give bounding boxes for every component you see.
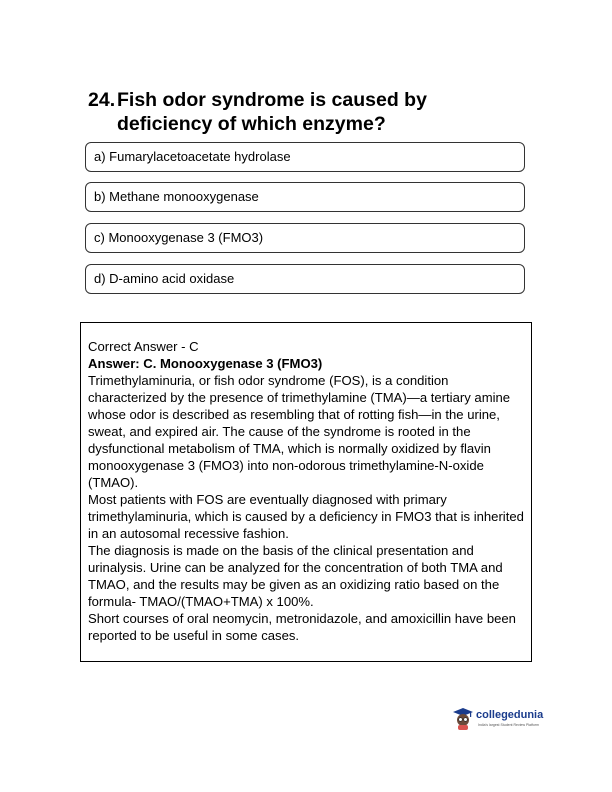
question-number: 24.	[88, 89, 116, 111]
collegedunia-logo[interactable]	[452, 707, 542, 733]
option-d[interactable]: d) D-amino acid oxidase	[85, 264, 525, 294]
graduate-mascot-icon	[452, 707, 474, 731]
option-a[interactable]: a) Fumarylacetoacetate hydrolase	[85, 142, 525, 172]
explanation-paragraph: Most patients with FOS are eventually diagnosed with primary trimethylaminuria, which is caused by a deficiency in FMO3 that is inherited in an autosomal recessive fashion.	[88, 492, 524, 541]
answer-heading: Answer: C. Monooxygenase 3 (FMO3)	[88, 356, 323, 371]
question-heading	[88, 88, 488, 136]
logo-tagline: India's largest Student Review Platform	[478, 723, 539, 727]
question-text: Fish odor syndrome is caused by deficiency of which enzyme?	[117, 89, 427, 135]
explanation-paragraph: Short courses of oral neomycin, metronidazole, and amoxicillin have been reported to be useful in some cases.	[88, 611, 516, 643]
option-c[interactable]: c) Monooxygenase 3 (FMO3)	[85, 223, 525, 253]
logo-text: collegedunia	[476, 709, 544, 721]
correct-answer-label: Correct Answer - C	[88, 339, 199, 354]
explanation-paragraph: Trimethylaminuria, or fish odor syndrome (FOS), is a condition characterized by the presence of trimethylamine (TMA)—a tertiary amine whose odor is described as resembling that of rotting fish—in the urine, sweat, and expired air. The cause of the syndrome is rooted in the dysfunctional metabolism of TMA, which is normally oxidized by flavin monooxygenase 3 (FMO3) into non-odorous trimethylamine-N-oxide (TMAO).	[88, 373, 511, 490]
answer-box	[80, 322, 532, 662]
explanation-paragraph: The diagnosis is made on the basis of the clinical presentation and urinalysis. Urine can be analyzed for the concentration of both TMA and TMAO, and the results may be given as an oxidizing ratio based on the formula- TMAO/(TMAO+TMA) x 100%.	[88, 543, 503, 609]
option-b[interactable]: b) Methane monooxygenase	[85, 182, 525, 212]
